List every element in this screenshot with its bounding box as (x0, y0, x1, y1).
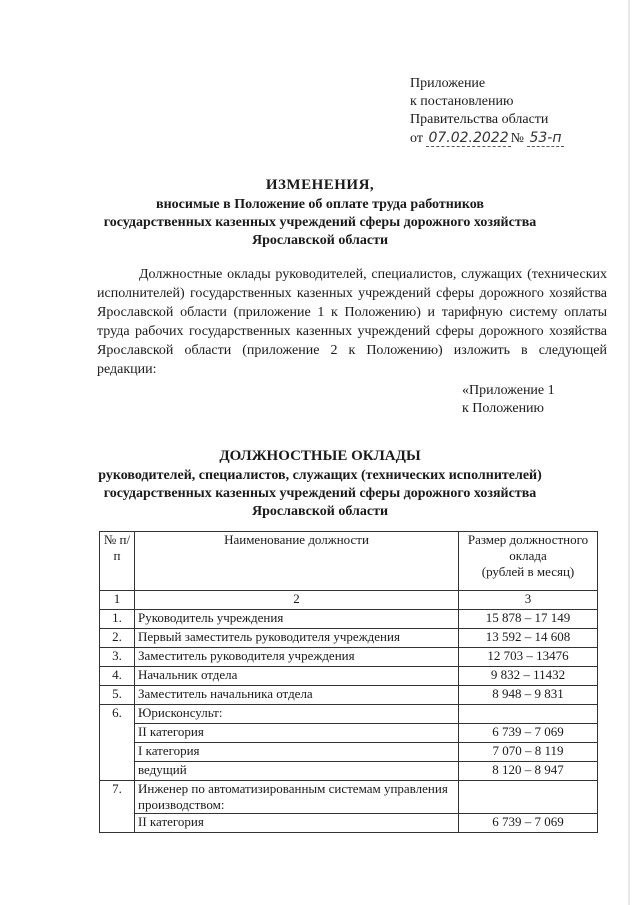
handwritten-number: 53-п (529, 130, 562, 146)
appendix-date-line (410, 129, 564, 148)
appendix-line-2: к постановлению (410, 94, 514, 109)
body-paragraph (97, 265, 607, 379)
row-num: 7. (100, 781, 135, 833)
row-salary (459, 781, 598, 814)
row-salary: 13 592 – 14 608 (459, 629, 598, 648)
row-salary (459, 705, 598, 724)
table-row (100, 705, 598, 724)
table-row (100, 610, 598, 629)
row-salary: 15 878 – 17 149 (459, 610, 598, 629)
handwritten-date: 07.02.2022 (428, 130, 509, 146)
header-salary-line-2: оклада (509, 548, 547, 563)
row-name: Первый заместитель руководителя учреждения (135, 629, 459, 648)
changes-title: ИЗМЕНЕНИЯ, (265, 177, 375, 193)
number-sign: № (510, 131, 524, 146)
header-salary (459, 532, 598, 591)
table-row (100, 648, 598, 667)
salaries-subtitle (0, 467, 640, 521)
appendix-line-1: Приложение (410, 76, 486, 91)
salary-table (99, 531, 598, 833)
salaries-subtitle-line-2: государственных казенных учреждений сферы дорожного хозяйства (103, 486, 537, 501)
appendix-1-line-1: «Приложение 1 (462, 383, 555, 398)
table-row (100, 762, 598, 781)
header-salary-line-1: Размер должностного (467, 532, 589, 547)
changes-subtitle-line-2: государственных казенных учреждений сферы дорожного хозяйства (103, 215, 537, 230)
row-name: II категория (135, 724, 459, 743)
row-name: Юрисконсульт: (135, 705, 459, 724)
row-name: Начальник отдела (135, 667, 459, 686)
appendix-1-line-2: к Положению (462, 401, 545, 416)
row-salary: 6 739 – 7 069 (459, 814, 598, 833)
changes-subtitle-line-3: Ярославской области (251, 233, 389, 248)
table-index-row (100, 591, 598, 610)
table-header-row (100, 532, 598, 591)
row-salary: 9 832 – 11432 (459, 667, 598, 686)
changes-subtitle-line-1: вносимые в Положение об оплате труда работников (156, 197, 484, 212)
row-num: 6. (100, 705, 135, 781)
row-salary: 8 120 – 8 947 (459, 762, 598, 781)
row-salary: 6 739 – 7 069 (459, 724, 598, 743)
salaries-title: ДОЛЖНОСТНЫЕ ОКЛАДЫ (219, 448, 421, 464)
row-name: ведущий (135, 762, 459, 781)
row-name: Инженер по автоматизированным системам управления производством: (135, 781, 459, 814)
salaries-subtitle-line-3: Ярославской области (251, 504, 389, 519)
table-row (100, 724, 598, 743)
row-num: 4. (100, 667, 135, 686)
row-num: 1. (100, 610, 135, 629)
body-paragraph-text: Должностные оклады руководителей, специалистов, служащих (технических исполнителей) государственных казенных учреждений сферы дорожного хозяйства Ярославской области (приложение 1 к Положению) и тарифную систему оплаты труда рабочих государственных казенных учреждений сферы дорожного хозяйства Ярославской области (приложение 2 к Положению) изложить в следующей редакции: (97, 267, 607, 377)
date-prefix: от (410, 131, 423, 146)
scan-edge-line (628, 0, 630, 905)
table-row (100, 667, 598, 686)
table-row (100, 814, 598, 833)
changes-subtitle (0, 196, 640, 250)
row-name: Руководитель учреждения (135, 610, 459, 629)
row-salary: 7 070 – 8 119 (459, 743, 598, 762)
salaries-subtitle-line-1: руководителей, специалистов, служащих (технических исполнителей) (98, 468, 542, 483)
row-name: Заместитель руководителя учреждения (135, 648, 459, 667)
row-num: 3. (100, 648, 135, 667)
header-num: № п/п (100, 532, 135, 591)
header-name: Наименование должности (135, 532, 459, 591)
row-num: 2. (100, 629, 135, 648)
index-cell-1: 1 (100, 591, 135, 610)
index-cell-2: 2 (135, 591, 459, 610)
row-name: I категория (135, 743, 459, 762)
appendix-header (410, 75, 564, 148)
row-salary: 8 948 – 9 831 (459, 686, 598, 705)
table-row (100, 686, 598, 705)
appendix-1-reference (462, 382, 555, 418)
row-name: Заместитель начальника отдела (135, 686, 459, 705)
appendix-line-3: Правительства области (410, 112, 549, 127)
table-row (100, 781, 598, 814)
table-row (100, 629, 598, 648)
index-cell-3: 3 (459, 591, 598, 610)
row-salary: 12 703 – 13476 (459, 648, 598, 667)
table-row (100, 743, 598, 762)
header-salary-line-3: (рублей в месяц) (481, 564, 575, 579)
row-name: II категория (135, 814, 459, 833)
row-num: 5. (100, 686, 135, 705)
